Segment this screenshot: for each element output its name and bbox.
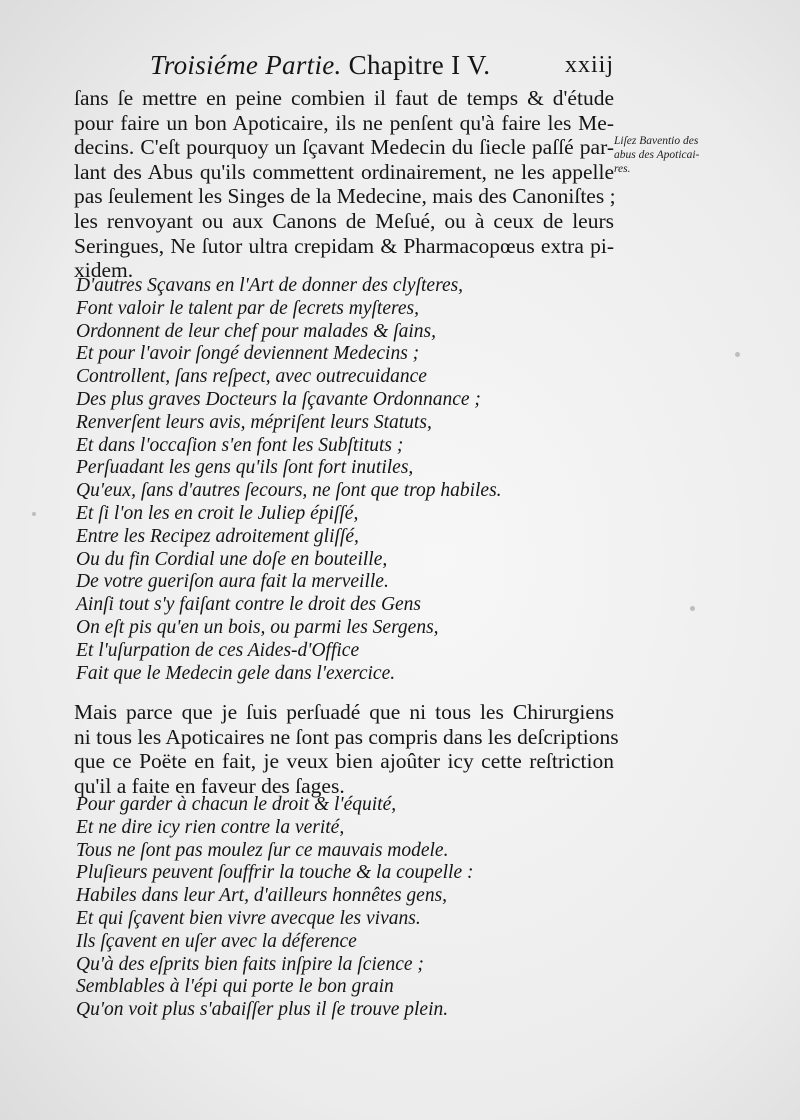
text-line: que ce Poëte en fait, je veux bien ajoûter icy cette reſtriction [74,749,614,774]
text-line: pas ſeulement les Singes de la Medecine, mais des Canoniſtes ; [74,184,616,209]
text-line: Mais parce que je ſuis perſuadé que ni tous les Chirurgiens [74,700,614,724]
verse-line: Et qui ſçavent bien vivre avecque les vivans. [76,907,421,929]
margin-note-line: res. [614,163,631,175]
verse-line: On eſt pis qu'en un bois, ou parmi les Sergens, [76,616,439,638]
paragraph-2 [74,700,619,798]
chapter-heading [150,50,490,81]
verse-line: Et dans l'occaſion s'en font les Subſtituts ; [76,434,404,456]
part-title: Troisiéme Partie. [150,50,342,80]
verse-line: Ils ſçavent en uſer avec la déference [76,930,357,952]
verse-line: Tous ne ſont pas moulez ſur ce mauvais modele. [76,839,449,861]
running-head [60,50,620,84]
text-line: les renvoyant ou aux Canons de Meſué, ou à ceux de leurs [74,208,614,233]
text-line: lant des Abus qu'ils commettent ordinairement, ne les appelle [74,159,614,184]
margin-note [614,134,746,176]
verse-line: Et l'uſurpation de ces Aides-d'Office [76,639,360,661]
text-line: xidem. [74,258,134,283]
text-line: Seringues, Ne ſutor ultra crepidam & Pharmacopœus extra pi- [74,233,614,258]
page-number: xxiij [564,52,614,78]
text-line: ſans ſe mettre en peine combien il faut de temps & d'étude [74,86,614,110]
verse-line: Ainſi tout s'y faiſant contre le droit des Gens [76,594,422,616]
paper-speck [32,512,36,516]
verse-line: Pluſieurs peuvent ſouffrir la touche & la coupelle : [76,862,474,884]
verse-line: Qu'eux, ſans d'autres ſecours, ne ſont que trop habiles. [76,480,502,502]
paper-speck [690,606,695,611]
verse-line: Des plus graves Docteurs la ſçavante Ordonnance ; [76,388,481,410]
verse-line: D'autres Sçavans en l'Art de donner des clyſteres, [76,275,464,296]
chapter-title: Chapitre I V. [348,50,491,80]
paragraph-1 [74,86,614,283]
text-line: ni tous les Apoticaires ne ſont pas compris dans les deſcriptions [74,724,619,749]
verse-line: Qu'on voit plus s'abaiſſer plus il ſe trouve plein. [76,999,449,1021]
verse-1 [76,275,596,685]
verse-line: Entre les Recipez adroitement gliſſé, [76,525,359,547]
verse-2 [76,794,596,1022]
text-line: decins. C'eſt pourquoy un ſçavant Medecin du ſiecle paſſé par- [74,135,614,160]
margin-note-line: abus des Apoticai- [614,149,700,161]
verse-line: Perſuadant les gens qu'ils ſont fort inutiles, [76,457,414,479]
verse-line: Fait que le Medecin gele dans l'exercice. [76,662,396,684]
margin-note-line: Liſez Baventio des [614,135,699,147]
verse-line: Semblables à l'épi qui porte le bon grain [76,976,394,998]
verse-line: Habiles dans leur Art, d'ailleurs honnêtes gens, [76,885,448,907]
paper-speck [735,352,740,357]
verse-line: Ou du fin Cordial une doſe en bouteille, [76,548,388,570]
verse-line: Pour garder à chacun le droit & l'équité, [76,794,397,815]
verse-line: Controllent, ſans reſpect, avec outrecuidance [76,366,427,388]
text-line: pour faire un bon Apoticaire, ils ne penſent qu'à faire les Me- [74,110,614,135]
verse-line: Ordonnent de leur chef pour malades & ſains, [76,320,436,342]
verse-line: De votre gueriſon aura fait la merveille. [76,571,389,593]
verse-line: Et pour l'avoir ſongé deviennent Medecins ; [76,343,420,365]
verse-line: Et ne dire icy rien contre la verité, [76,816,345,838]
verse-line: Font valoir le talent par de ſecrets myſteres, [76,297,419,319]
verse-line: Renverſent leurs avis, mépriſent leurs Statuts, [76,411,432,433]
verse-line: Qu'à des eſprits bien faits inſpire la ſcience ; [76,953,424,975]
text-line: qu'il a faite en faveur des ſages. [74,773,345,798]
verse-line: Et ſi l'on les en croit le Juliep épiſſé, [76,502,359,524]
